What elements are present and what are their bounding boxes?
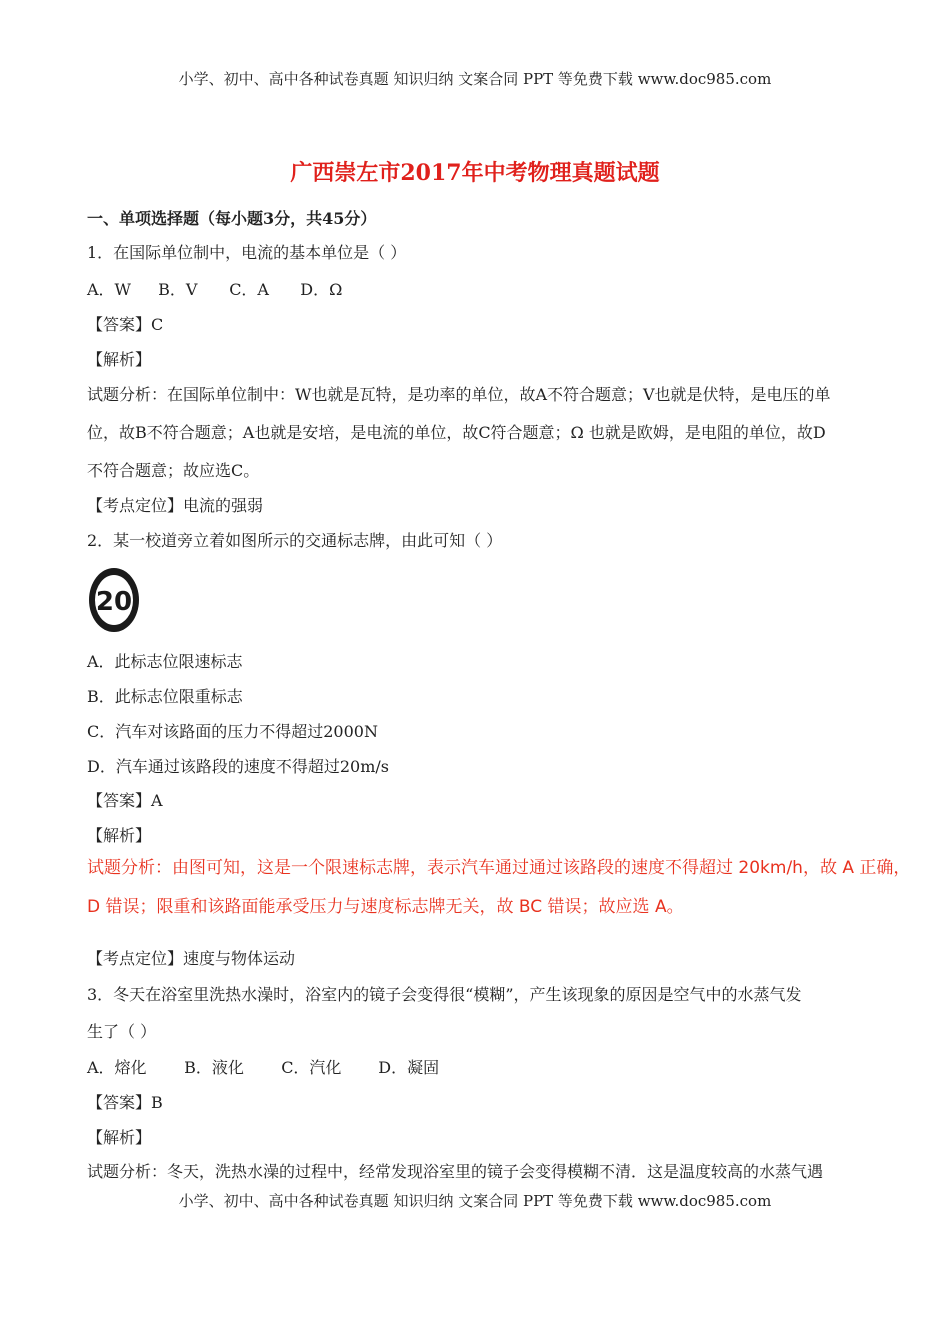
question-3-answer: 【答案】B <box>87 1093 163 1112</box>
question-1-analysis-line: 试题分析：在国际单位制中：W也就是瓦特，是功率的单位，故A不符合题意；V也就是伏特，是电压的单 <box>87 385 831 404</box>
question-2-stem: 2．某一校道旁立着如图所示的交通标志牌，由此可知（ ） <box>87 531 503 550</box>
option-a: A．熔化 <box>87 1058 147 1077</box>
page-title: 广西崇左市2017年中考物理真题试题 <box>290 160 660 186</box>
question-2-point: 【考点定位】速度与物体运动 <box>87 949 296 968</box>
question-2-option-b: B．此标志位限重标志 <box>87 687 243 706</box>
question-2-option-d: D．汽车通过该路段的速度不得超过20m/s <box>87 757 389 776</box>
question-3-analysis-label: 【解析】 <box>87 1128 152 1147</box>
page-header: 小学、初中、高中各种试卷真题 知识归纳 文案合同 PPT 等免费下载 www.doc985.com <box>178 70 772 88</box>
question-1-point: 【考点定位】电流的强弱 <box>87 496 264 515</box>
question-1-analysis-line: 位，故B不符合题意；A也就是安培，是电流的单位，故C符合题意；Ω 也就是欧姆，是电阻的单位，故D <box>87 423 826 442</box>
question-2-analysis-label: 【解析】 <box>87 826 152 845</box>
page-footer: 小学、初中、高中各种试卷真题 知识归纳 文案合同 PPT 等免费下载 www.doc985.com <box>178 1192 772 1210</box>
option-d: D．Ω <box>300 280 343 299</box>
question-2-analysis-line: D 错误；限重和该路面能承受压力与速度标志牌无关，故 BC 错误；故应选 A。 <box>87 897 684 917</box>
question-1-stem: 1．在国际单位制中，电流的基本单位是（ ） <box>87 243 407 262</box>
speed-limit-sign-icon <box>87 565 141 635</box>
question-2-answer: 【答案】A <box>87 791 163 810</box>
question-2-option-c: C．汽车对该路面的压力不得超过2000N <box>87 722 378 741</box>
question-3-stem-line: 生了（ ） <box>87 1022 157 1041</box>
question-2-analysis-line: 试题分析：由图可知，这是一个限速标志牌，表示汽车通过通过该路段的速度不得超过 20km/h，故 A 正确， <box>87 858 911 878</box>
question-1-analysis-line: 不符合题意；故应选C。 <box>87 461 260 480</box>
option-b: B．V <box>158 280 198 299</box>
question-3-analysis-line: 试题分析：冬天，洗热水澡的过程中，经常发现浴室里的镜子会变得模糊不清．这是温度较高的水蒸气遇 <box>87 1162 824 1181</box>
option-a: A．W <box>87 280 132 299</box>
option-c: C．汽化 <box>281 1058 342 1077</box>
section-heading: 一、单项选择题（每小题3分，共45分） <box>87 209 377 228</box>
option-b: B．液化 <box>184 1058 244 1077</box>
question-3-stem-line: 3．冬天在浴室里洗热水澡时，浴室内的镜子会变得很“模糊”，产生该现象的原因是空气中的水蒸气发 <box>87 985 802 1004</box>
question-1-answer: 【答案】C <box>87 315 164 334</box>
question-1-analysis-label: 【解析】 <box>87 350 152 369</box>
option-d: D．凝固 <box>378 1058 440 1077</box>
option-c: C．A <box>229 280 269 299</box>
question-2-option-a: A．此标志位限速标志 <box>87 652 243 671</box>
sign-number: 20 <box>95 587 133 617</box>
question-1-options <box>87 279 342 301</box>
question-3-options <box>87 1057 439 1079</box>
